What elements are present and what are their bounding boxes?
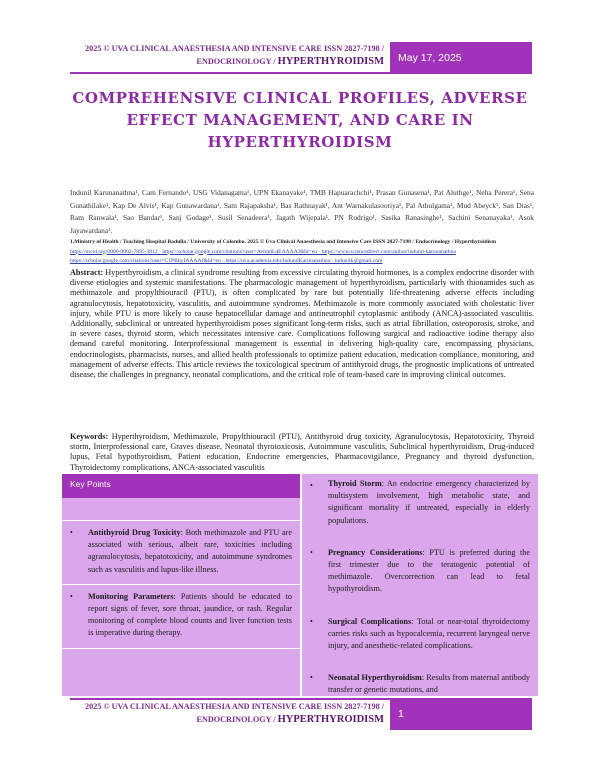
bullet-icon: • [70,591,73,601]
page-footer [70,698,532,730]
journal-section: ENDOCRINOLOGY / [196,57,278,66]
key-point-term: Pregnancy Considerations [328,547,423,557]
abstract [70,268,534,380]
key-point-item [302,541,538,610]
affiliations [70,238,534,267]
bullet-icon: • [310,547,313,557]
key-point-term: Antithyroid Drug Toxicity [88,528,181,537]
journal-footer [70,698,390,730]
key-points-heading: Key Points [62,474,300,498]
page-number: 1 [390,698,532,730]
key-points-right-column [302,474,538,696]
key-point-item [302,474,538,541]
bullet-icon: • [70,528,73,537]
divider [62,498,300,521]
journal-topic: HYPERTHYROIDISM [277,714,384,725]
key-point-text: : An endocrine emergency characterized by multisystem involvement, high metabolic state, and significant mortality if untreated, especially in elderly populations. [328,479,530,525]
affiliation-links[interactable]: https://orcid.org/0000-0002-7895-3812 · https://scholar.google.com/citations?user=AvtmdLdEAAAAJ&hl=en · https://www.sciencedirect.com/author/indunil-karunanathna [70,248,456,255]
journal-footer-line2 [70,713,384,726]
key-point-term: Monitoring Parameters [88,591,174,601]
key-point-text: : PTU is preferred during the first trimester due to the teratogenic potential of methimazole. Overcorrection can lead to fetal hypothyroidism. [328,547,530,594]
key-point-text: : Total or near-total thyroidectomy carries risks such as hypocalcemia, recurrent laryngeal nerve injury, and anesthetic-related complications. [328,616,531,651]
page-header [70,42,532,74]
keywords [70,432,534,473]
key-point-text: : Patients should be educated to report signs of fever, sore throat, jaundice, or rash. Regular monitoring of complete blood counts and liver function tests is imperative during therapy. [88,591,292,638]
journal-topic: HYPERTHYROIDISM [277,56,384,67]
publication-date: May 17, 2025 [390,42,532,74]
bullet-icon: • [310,481,313,490]
author-list: Indunil Karunanathna¹, Cam Fernando¹, USG Vidanagama¹, UPN Ekanayake¹, TMB Hapuarachchi¹, Prasan Gunasena¹, Pat Aluthge¹, Neha Perera¹, Sena Gunathilake¹, Kap De Alvis¹, Kap Gunawardana¹, Sam Rajapaksha¹, Bas Rathnayak¹, Ant Warnakulasooriya¹, Pal Athulgama¹, Mud Abeyck¹, San Dias¹, Ram Ranwala¹, Sao Bandar¹, Sanj Godage¹, Susil Senadeera¹, Jagath Wijepala¹, PN Rodrigo¹, Sasika Ranasinghe¹, Sachini Senanayaka¹, Asok Jayawardana¹. [70,188,534,235]
keywords-text: Hyperthyroidism, Methimazole, Propylthiouracil (PTU), Antithyroid drug toxicity, Agranulocytosis, Hepatotoxicity, Thyroid storm, Interprofessional care, Graves disease, Neonatal thyrotoxicosis, Autoimmune vasculitis, Subclinical hyperthyroidism, Drug-induced lupus, Fetal hypothyroidism, Patient education, Endocrine emergencies, Pharmacovigilance, Pregnancy and thyroid dysfunction, Thyroidectomy complications, ANCA-associated vasculitis [70,432,534,472]
key-point-term: Thyroid Storm [328,479,382,488]
keywords-label: Keywords: [70,432,109,441]
affiliation-links-2[interactable]: https://scholar.google.com/citations?user=C1PBhyIAAAAJ&hl=en · https://uva.academia.edu/IndunilKarunanathna · indunilk@gmail.com [70,258,383,264]
key-points-left-column [62,474,300,696]
affiliation-line: 1.Ministry of Health / Teaching Hospital Badulla / University of Colombo. 2025 © Uva Clinical Anaesthesia and Intensive Care ISSN 2827-7198 / Endocrinology / Hyperthyroidism [70,239,497,245]
abstract-text: Hyperthyroidism, a clinical syndrome resulting from excessive circulating thyroid hormones, is a complex endocrine disorder with diverse etiologies and systemic manifestations. The pharmacologic management of hyperthyroidism, particularly with thionamides such as methimazole and propylthiouracil (PTU), is often complicated by rare but potentially life-threatening adverse effects including agranulocytosis, hepatotoxicity, vasculitis, and autoimmune syndromes. Methimazole is more commonly associated with cholestatic liver injury, while PTU is more likely to cause hepatocellular damage and antineutrophil cytoplasmic antibody (ANCA)-associated vasculitis. Additionally, subclinical or untreated hyperthyroidism poses significant long-term risks, such as atrial fibrillation, osteoporosis, stroke, and in severe cases, thyroid storm, which necessitates intensive care. Complications following surgical and radioactive iodine therapy also demand careful monitoring. Interprofessional management is essential in delivering high-quality care, encompassing physicians, endocrinologists, pharmacists, nurses, and allied health professionals to optimize patient education, medication compliance, monitoring, and management of adverse effects. This article reviews the toxicological spectrum of antithyroid drugs, the prognostic implications of untreated disease, the challenges in pregnancy, neonatal complications, and the critical role of team-based care in improving clinical outcomes. [70,268,534,380]
journal-section: ENDOCRINOLOGY / [196,715,278,724]
journal-footer-line1: 2025 © UVA CLINICAL ANAESTHESIA AND INTENSIVE CARE ISSN 2827-7198 / [85,702,384,711]
journal-header-line2 [70,55,384,68]
bullet-icon: • [310,673,313,683]
abstract-label: Abstract: [70,268,104,277]
key-point-item [62,521,300,585]
key-point-item [302,610,538,667]
bullet-icon: • [310,616,313,626]
key-point-text: : Both methimazole and PTU are associated with serious, albeit rare, toxicities including agranulocytosis, hepatotoxicity, and autoimmune syndromes such as vasculitis and lupus-like illness. [88,528,292,574]
journal-header-line1: 2025 © UVA CLINICAL ANAESTHESIA AND INTENSIVE CARE ISSN 2827-7198 / [85,44,384,53]
key-point-term: Neonatal Hyperthyroidism [328,673,422,683]
key-point-item [302,666,538,696]
key-point-text: : Results from maternal antibody transfer or genetic mutations, and [328,673,531,695]
journal-header [70,42,390,74]
key-point-item [62,585,300,649]
key-point-term: Surgical Complications [328,616,412,626]
article-title: COMPREHENSIVE CLINICAL PROFILES, ADVERSE EFFECT MANAGEMENT, AND CARE IN HYPERTHYROIDISM [72,89,528,151]
